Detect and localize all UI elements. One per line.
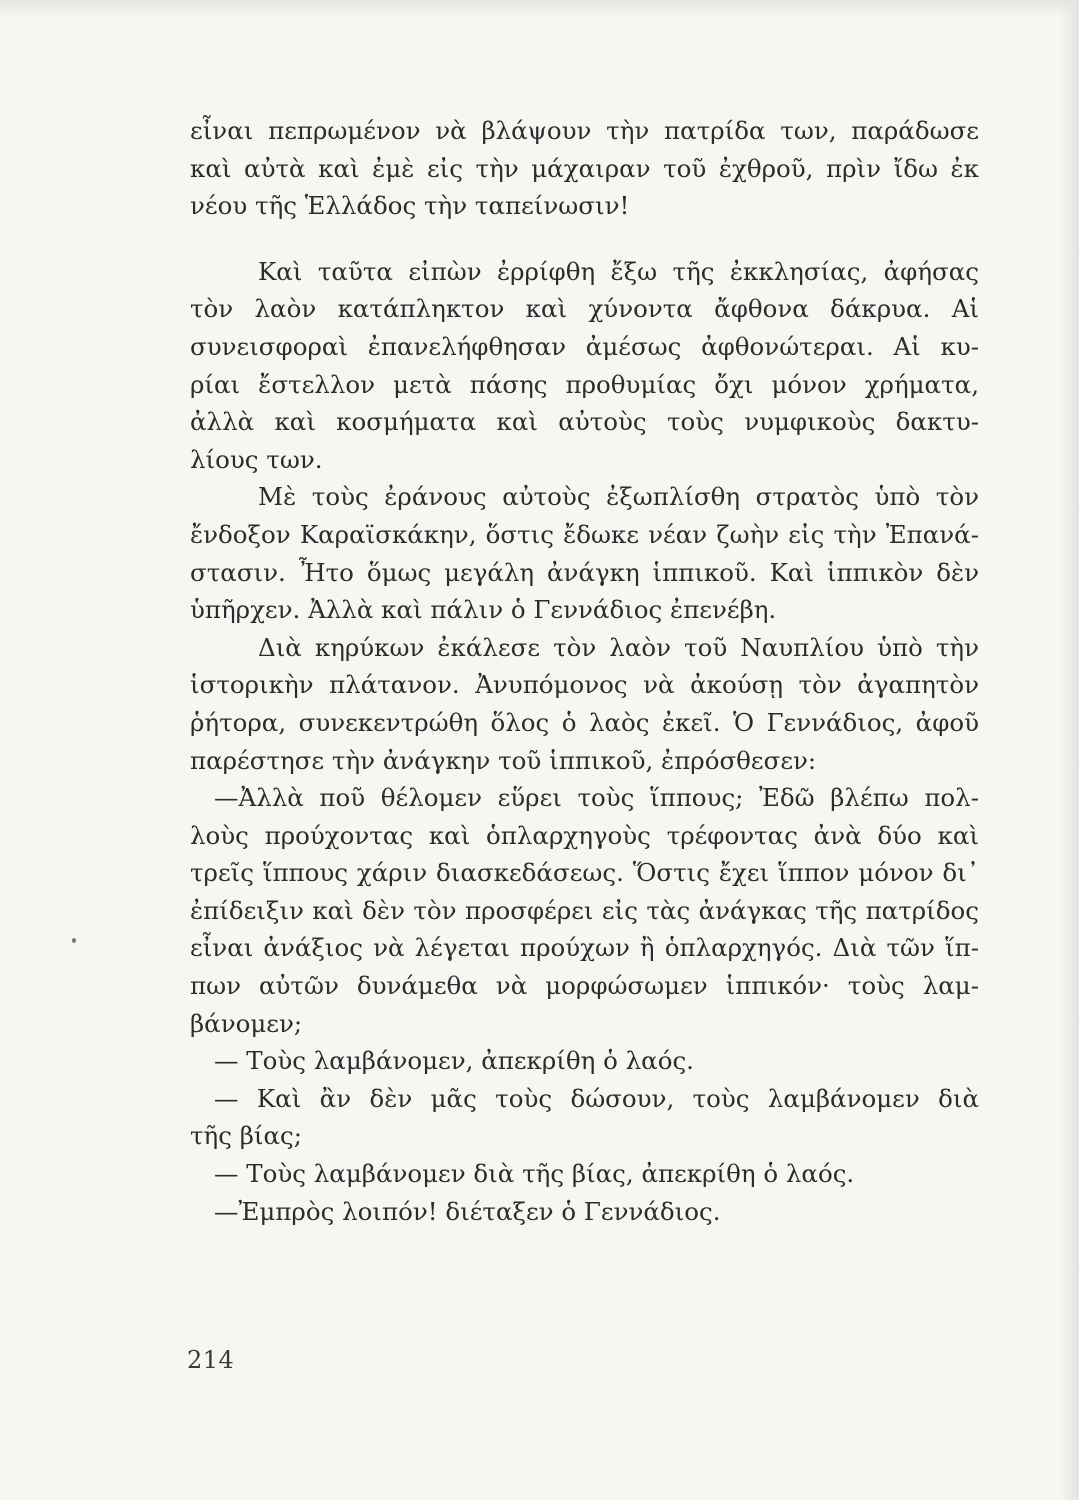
text-line: ἐπίδειξιν καὶ δὲν τὸν προσφέρει εἰς τὰς ἀνάγκας τῆς πατρίδος <box>190 895 979 925</box>
text-line: λοὺς προύχοντας καὶ ὁπλαρχηγοὺς τρέφοντας ἀνὰ δύο καὶ <box>190 820 979 850</box>
text-line: — Τοὺς λαμβάνομεν, ἀπεκρίθη ὁ λαός. <box>214 1046 694 1076</box>
text-line: εἶναι ἀνάξιος νὰ λέγεται προύχων ἢ ὁπλαρχηγός. Διὰ τῶν ἵπ- <box>190 933 979 963</box>
paragraph <box>190 629 979 779</box>
text-line: — Καὶ ἂν δὲν μᾶς τοὺς δώσουν, τοὺς λαμβάνομεν διὰ <box>214 1083 979 1113</box>
text-line: λίους των. <box>190 444 323 474</box>
text-line: ἱστορικὴν πλάτανον. Ἀνυπόμονος νὰ ἀκούσῃ τὸν ἀγαπητὸν <box>190 670 979 700</box>
text-line: ῥήτορα, συνεκεντρώθη ὅλος ὁ λαὸς ἐκεῖ. Ὁ Γεννάδιος, ἀφοῦ <box>190 707 979 737</box>
text-line: βάνομεν; <box>190 1008 303 1038</box>
scan-edge-top <box>0 0 1079 18</box>
dialogue-paragraph <box>190 1193 979 1231</box>
paragraph <box>190 478 979 628</box>
text-line: — Τοὺς λαμβάνομεν διὰ τῆς βίας, ἀπεκρίθη ὁ λαός. <box>214 1159 855 1189</box>
text-line: ὑπῆρχεν. Ἀλλὰ καὶ πάλιν ὁ Γεννάδιος ἐπενέβη. <box>190 595 777 625</box>
paragraph <box>190 112 979 225</box>
text-line: Διὰ κηρύκων ἐκάλεσε τὸν λαὸν τοῦ Ναυπλίου ὑπὸ τὴν <box>258 632 979 662</box>
text-line: Μὲ τοὺς ἐράνους αὐτοὺς ἐξωπλίσθη στρατὸς ὑπὸ τὸν <box>258 482 979 512</box>
text-line: εἶναι πεπρωμένον νὰ βλάψουν τὴν πατρίδα των, παράδωσε <box>190 116 979 145</box>
text-line: παρέστησε τὴν ἀνάγκην τοῦ ἱππικοῦ, ἐπρόσθεσεν: <box>190 745 817 775</box>
text-line: ἔνδοξον Καραϊσκάκην, ὅστις ἔδωκε νέαν ζωὴν εἰς τὴν Ἐπανά- <box>190 519 979 549</box>
page-number: 214 <box>187 1346 235 1374</box>
text-line: στασιν. Ἦτο ὅμως μεγάλη ἀνάγκη ἱππικοῦ. Καὶ ἱππικὸν δὲν <box>190 557 979 587</box>
text-line: συνεισφοραὶ ἐπανελήφθησαν ἀμέσως ἀφθονώτεραι. Αἱ κυ- <box>190 331 979 361</box>
text-line: τρεῖς ἵππους χάριν διασκεδάσεως. Ὅστις ἔχει ἵππον μόνον δι᾽ <box>190 858 979 888</box>
dialogue-paragraph <box>190 1080 979 1155</box>
text-line: —Ἀλλὰ ποῦ θέλομεν εὕρει τοὺς ἵππους; Ἐδῶ βλέπω πολ- <box>214 783 979 813</box>
paragraph-gap <box>190 225 979 253</box>
text-line: Καὶ ταῦτα εἰπὼν ἐρρίφθη ἔξω τῆς ἐκκλησίας, ἀφήσας <box>258 256 979 286</box>
body-text <box>190 112 979 1230</box>
text-line: ρίαι ἔστελλον μετὰ πάσης προθυμίας ὄχι μόνον χρήματα, <box>190 369 979 399</box>
text-line: νέου τῆς Ἑλλάδος τὴν ταπείνωσιν! <box>190 191 630 221</box>
text-line: καὶ αὐτὰ καὶ ἐμὲ εἰς τὴν μάχαιραν τοῦ ἐχθροῦ, πρὶν ἴδω ἐκ <box>190 153 979 183</box>
dialogue-paragraph <box>190 1155 979 1193</box>
text-line: ἀλλὰ καὶ κοσμήματα καὶ αὐτοὺς τοὺς νυμφικοὺς δακτυ- <box>190 407 979 437</box>
dialogue-paragraph <box>190 779 979 1042</box>
print-speck <box>72 938 76 943</box>
text-line: τῆς βίας; <box>190 1121 303 1151</box>
scan-edge-right <box>1059 0 1079 1500</box>
text-line: τὸν λαὸν κατάπληκτον καὶ χύνοντα ἄφθονα δάκρυα. Αἱ <box>190 294 979 324</box>
text-line: πων αὐτῶν δυνάμεθα νὰ μορφώσωμεν ἱππικόν· τοὺς λαμ- <box>190 971 979 1001</box>
dialogue-paragraph <box>190 1042 979 1080</box>
paragraph <box>190 253 979 479</box>
text-line: —Ἐμπρὸς λοιπόν! διέταξεν ὁ Γεννάδιος. <box>214 1196 721 1226</box>
